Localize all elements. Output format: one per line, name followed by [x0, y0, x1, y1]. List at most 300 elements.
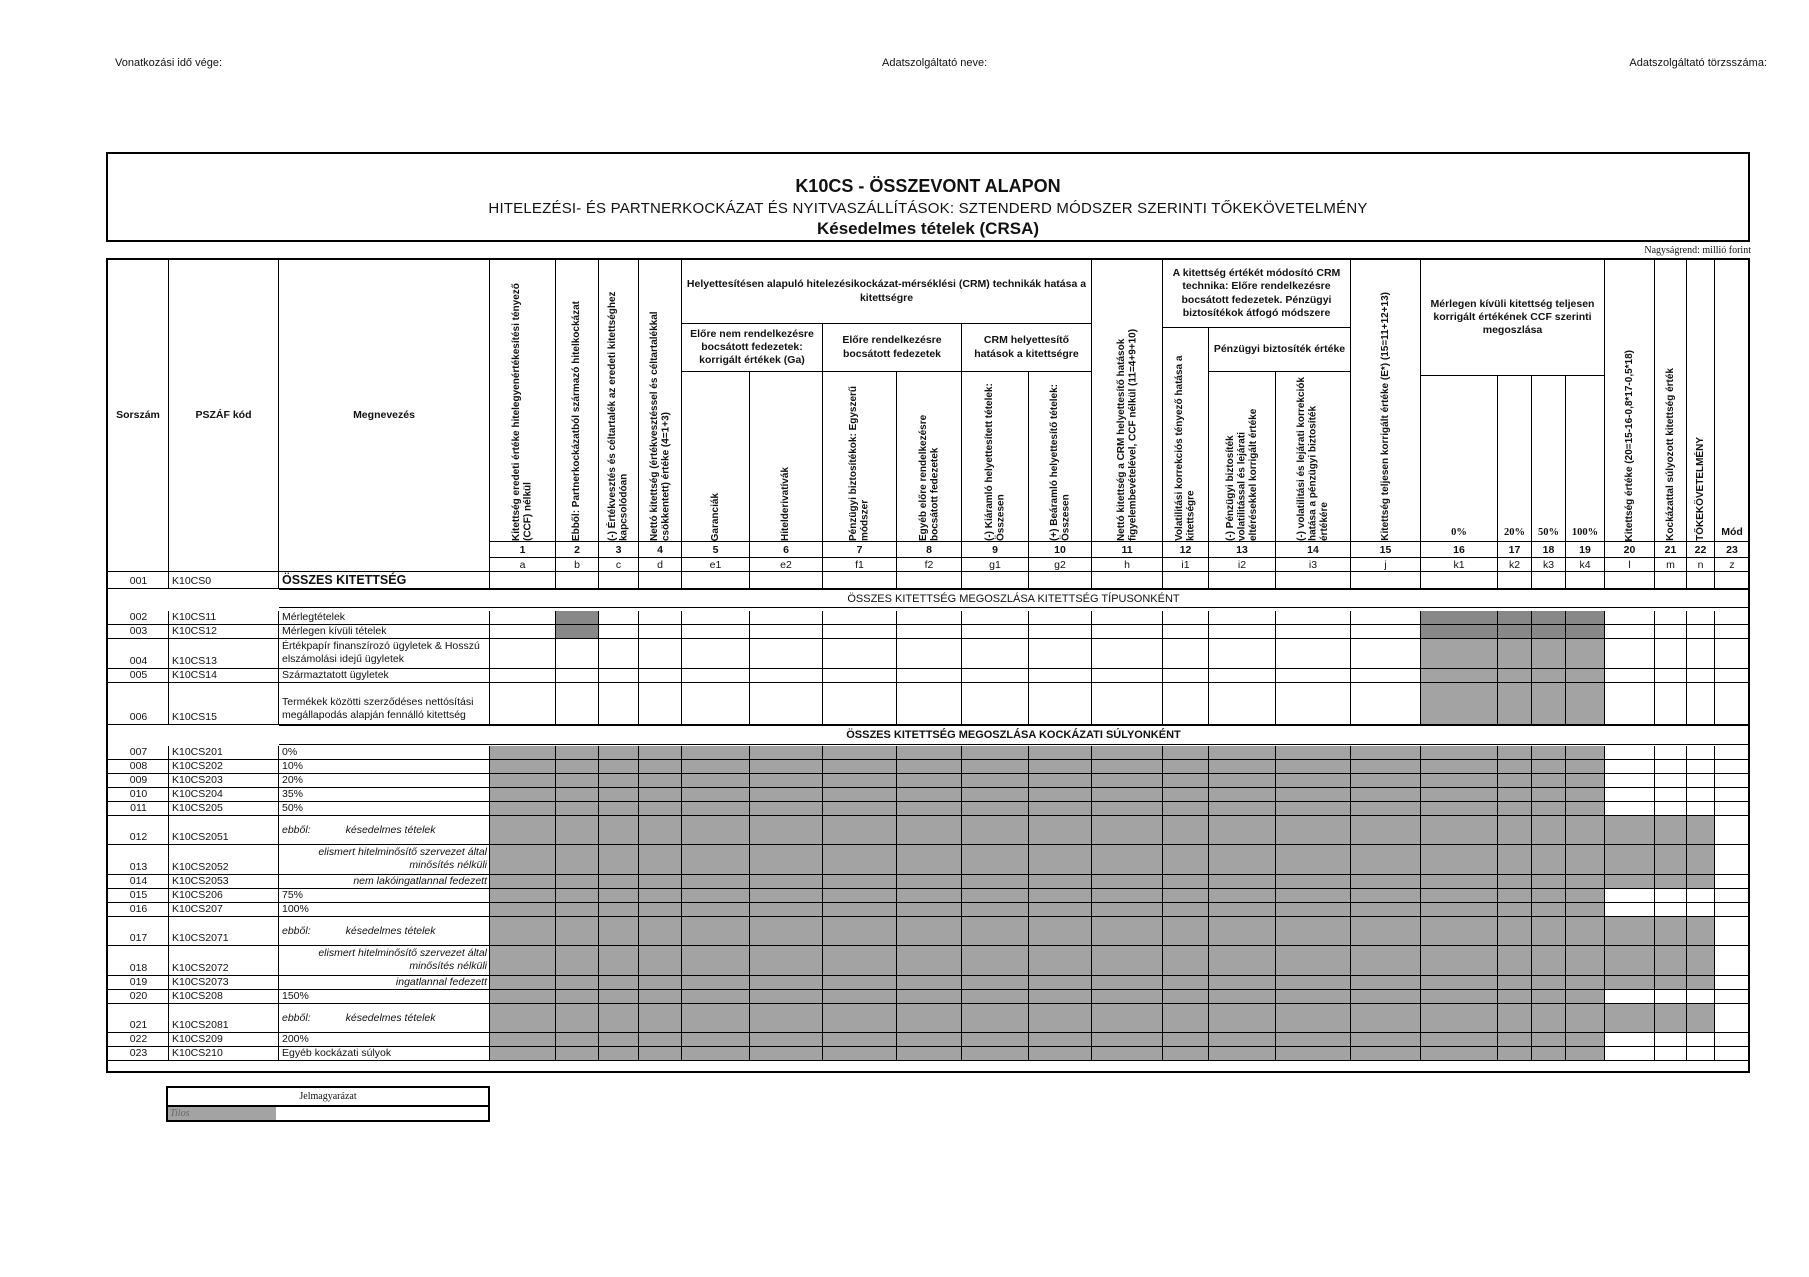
- row-code: K10CS2052: [169, 845, 279, 875]
- data-cell: [1532, 760, 1566, 774]
- data-cell: [1715, 625, 1750, 639]
- data-cell: [1655, 683, 1687, 725]
- row-name: 100%: [279, 903, 490, 917]
- row-name: 200%: [279, 1033, 490, 1047]
- data-cell: [1655, 746, 1687, 760]
- data-cell: [1715, 683, 1750, 725]
- row-number: 020: [108, 990, 169, 1004]
- data-cell: [1029, 816, 1092, 845]
- data-cell: [490, 788, 556, 802]
- data-cell: [599, 625, 639, 639]
- data-cell: [1421, 788, 1498, 802]
- row-name: 35%: [279, 788, 490, 802]
- data-cell: [1351, 917, 1421, 946]
- data-cell: [1715, 976, 1750, 990]
- data-cell: [1276, 976, 1351, 990]
- row-code: K10CS2073: [169, 976, 279, 990]
- data-cell: [1498, 639, 1532, 669]
- data-cell: [750, 746, 823, 760]
- data-cell: [599, 1047, 639, 1061]
- data-cell: [897, 976, 962, 990]
- data-cell: [599, 572, 639, 589]
- col-number: 16: [1421, 542, 1498, 558]
- col-number: 12: [1163, 542, 1209, 558]
- col-number: 17: [1498, 542, 1532, 558]
- data-cell: [599, 889, 639, 903]
- data-cell: [639, 917, 682, 946]
- data-cell: [962, 1004, 1029, 1033]
- data-cell: [1715, 1033, 1750, 1047]
- data-cell: [639, 746, 682, 760]
- data-cell: [897, 875, 962, 889]
- data-cell: [1276, 1004, 1351, 1033]
- data-cell: [1715, 875, 1750, 889]
- data-cell: [1421, 1047, 1498, 1061]
- col-letter: n: [1687, 558, 1715, 572]
- data-cell: [897, 625, 962, 639]
- data-cell: [1163, 917, 1209, 946]
- data-cell: [1605, 611, 1655, 625]
- data-cell: [1276, 990, 1351, 1004]
- data-cell: [1092, 875, 1163, 889]
- data-cell: [823, 669, 897, 683]
- data-cell: [897, 889, 962, 903]
- data-cell: [1715, 1047, 1750, 1061]
- data-cell: [556, 1033, 599, 1047]
- data-cell: [490, 669, 556, 683]
- header-col-16: 0%: [1421, 376, 1498, 542]
- col-letter: c: [599, 558, 639, 572]
- data-cell: [823, 802, 897, 816]
- data-cell: [897, 845, 962, 875]
- data-cell: [1498, 572, 1532, 589]
- data-cell: [962, 917, 1029, 946]
- data-cell: [599, 1004, 639, 1033]
- data-cell: [1655, 946, 1687, 976]
- header-col-12-text: Volatilitási korrekciós tényező hatása a kitettségre: [1174, 355, 1197, 541]
- data-cell: [1566, 572, 1605, 589]
- data-cell: [1351, 788, 1421, 802]
- data-cell: [1605, 572, 1655, 589]
- data-cell: [1029, 976, 1092, 990]
- row-name: 150%: [279, 990, 490, 1004]
- data-cell: [1532, 788, 1566, 802]
- header-col-11-text: Nettó kitettség a CRM helyettesítő hatások figyelembevételével, CCF nélkül (11=4+9+10): [1115, 328, 1138, 541]
- data-cell: [1566, 976, 1605, 990]
- data-cell: [897, 990, 962, 1004]
- data-cell: [1351, 875, 1421, 889]
- data-cell: [1687, 774, 1715, 788]
- data-cell: [490, 1004, 556, 1033]
- data-cell: [1421, 625, 1498, 639]
- section-banner-by-risk-weight: ÖSSZES KITETTSÉG MEGOSZLÁSA KOCKÁZATI SÚLYONKÉNT: [279, 725, 1748, 745]
- data-cell: [1421, 802, 1498, 816]
- data-cell: [490, 1047, 556, 1061]
- data-cell: [1655, 611, 1687, 625]
- data-cell: [1276, 845, 1351, 875]
- data-cell: [1566, 816, 1605, 845]
- data-cell: [1092, 760, 1163, 774]
- data-cell: [1421, 760, 1498, 774]
- data-cell: [1605, 760, 1655, 774]
- data-cell: [1421, 917, 1498, 946]
- data-cell: [1687, 990, 1715, 1004]
- data-cell: [750, 669, 823, 683]
- header-crm-sub-substitution: CRM helyettesítő hatások a kitettségre: [962, 324, 1092, 372]
- data-cell: [897, 917, 962, 946]
- data-cell: [1532, 990, 1566, 1004]
- data-cell: [1498, 802, 1532, 816]
- header-col-14: [1276, 372, 1351, 542]
- header-col-7-text: Pénzügyi biztosítékok: Egyszerű módszer: [848, 385, 871, 541]
- data-cell: [1498, 976, 1532, 990]
- data-cell: [1351, 903, 1421, 917]
- col-number: 22: [1687, 542, 1715, 558]
- data-cell: [1209, 946, 1276, 976]
- data-cell: [599, 611, 639, 625]
- row-number: 007: [108, 746, 169, 760]
- data-cell: [639, 788, 682, 802]
- data-cell: [556, 639, 599, 669]
- data-cell: [1163, 976, 1209, 990]
- data-cell: [556, 760, 599, 774]
- data-cell: [1421, 816, 1498, 845]
- data-cell: [599, 845, 639, 875]
- data-cell: [1163, 1004, 1209, 1033]
- data-cell: [823, 1033, 897, 1047]
- row-number: 001: [108, 572, 169, 589]
- data-cell: [1276, 774, 1351, 788]
- data-cell: [1687, 889, 1715, 903]
- data-cell: [1421, 611, 1498, 625]
- col-number: 8: [897, 542, 962, 558]
- data-cell: [490, 572, 556, 589]
- row-number: 014: [108, 875, 169, 889]
- data-cell: [1209, 625, 1276, 639]
- data-cell: [962, 816, 1029, 845]
- data-cell: [1605, 774, 1655, 788]
- data-cell: [897, 1047, 962, 1061]
- data-cell: [1655, 990, 1687, 1004]
- data-cell: [1421, 875, 1498, 889]
- data-cell: [962, 946, 1029, 976]
- data-cell: [962, 639, 1029, 669]
- data-cell: [1421, 1004, 1498, 1033]
- data-cell: [639, 760, 682, 774]
- data-cell: [897, 683, 962, 725]
- data-cell: [1029, 802, 1092, 816]
- data-cell: [1163, 611, 1209, 625]
- data-cell: [1351, 1047, 1421, 1061]
- data-cell: [1029, 1033, 1092, 1047]
- data-cell: [1715, 802, 1750, 816]
- data-cell: [823, 1004, 897, 1033]
- row-number: 012: [108, 816, 169, 845]
- header-megnevezes: Megnevezés: [279, 260, 490, 572]
- data-cell: [1605, 625, 1655, 639]
- data-cell: [1351, 816, 1421, 845]
- data-cell: [1209, 990, 1276, 1004]
- data-cell: [1566, 611, 1605, 625]
- data-cell: [682, 917, 750, 946]
- data-cell: [897, 746, 962, 760]
- data-cell: [1163, 625, 1209, 639]
- col-letter: b: [556, 558, 599, 572]
- data-cell: [556, 802, 599, 816]
- data-cell: [1532, 889, 1566, 903]
- data-cell: [1209, 788, 1276, 802]
- data-cell: [1498, 845, 1532, 875]
- data-cell: [1498, 611, 1532, 625]
- data-cell: [1605, 683, 1655, 725]
- data-cell: [1163, 774, 1209, 788]
- col-number: 3: [599, 542, 639, 558]
- row-code: K10CS12: [169, 625, 279, 639]
- data-cell: [599, 946, 639, 976]
- data-cell: [1276, 903, 1351, 917]
- header-col-3-text: (-) Értékvesztés és céltartalék az eredeti kitettséghez kapcsolódóan: [607, 291, 630, 541]
- data-cell: [1276, 816, 1351, 845]
- row-number: 011: [108, 802, 169, 816]
- row-code: K10CS205: [169, 802, 279, 816]
- col-letter: f1: [823, 558, 897, 572]
- form-section-title: Késedelmes tételek (CRSA): [816, 219, 1040, 238]
- data-cell: [1029, 875, 1092, 889]
- data-cell: [556, 572, 599, 589]
- data-cell: [1532, 1004, 1566, 1033]
- header-crm-sub-ga: Előre nem rendelkezésre bocsátott fedezetek: korrigált értékek (Ga): [682, 324, 823, 372]
- data-cell: [1209, 572, 1276, 589]
- data-cell: [1421, 990, 1498, 1004]
- row-code: K10CS206: [169, 889, 279, 903]
- header-col-22: [1687, 260, 1715, 542]
- data-cell: [897, 788, 962, 802]
- data-cell: [490, 903, 556, 917]
- data-cell: [1715, 611, 1750, 625]
- data-cell: [1566, 1033, 1605, 1047]
- row-code: K10CS210: [169, 1047, 279, 1061]
- data-cell: [1163, 990, 1209, 1004]
- row-name: Termékek közötti szerződéses nettósítási megállapodás alapján fennálló kitettség: [279, 683, 490, 725]
- data-cell: [1566, 946, 1605, 976]
- data-cell: [1092, 572, 1163, 589]
- data-cell: [490, 1033, 556, 1047]
- data-cell: [490, 816, 556, 845]
- header-col-6-text: Hitelderivatívák: [780, 467, 792, 541]
- data-cell: [1715, 639, 1750, 669]
- data-cell: [1532, 845, 1566, 875]
- data-cell: [962, 903, 1029, 917]
- data-cell: [1655, 669, 1687, 683]
- data-cell: [1092, 625, 1163, 639]
- data-cell: [1029, 917, 1092, 946]
- data-cell: [1655, 903, 1687, 917]
- data-cell: [1715, 816, 1750, 845]
- data-cell: [1655, 1004, 1687, 1033]
- data-cell: [1715, 1004, 1750, 1033]
- data-cell: [1276, 917, 1351, 946]
- data-cell: [750, 1047, 823, 1061]
- row-code: K10CS2051: [169, 816, 279, 845]
- data-cell: [682, 976, 750, 990]
- row-name: Egyéb kockázati súlyok: [279, 1047, 490, 1061]
- data-cell: [1421, 845, 1498, 875]
- data-cell: [556, 774, 599, 788]
- data-cell: [1715, 917, 1750, 946]
- data-cell: [1687, 816, 1715, 845]
- data-cell: [823, 774, 897, 788]
- col-number: 20: [1605, 542, 1655, 558]
- data-cell: [490, 889, 556, 903]
- data-cell: [1209, 903, 1276, 917]
- legend: [166, 1086, 490, 1122]
- data-cell: [1605, 669, 1655, 683]
- data-cell: [1163, 802, 1209, 816]
- data-cell: [682, 639, 750, 669]
- header-col-19: 100%: [1566, 376, 1605, 542]
- row-code: K10CS209: [169, 1033, 279, 1047]
- data-cell: [750, 917, 823, 946]
- col-letter: f2: [897, 558, 962, 572]
- col-letter: l: [1605, 558, 1655, 572]
- data-cell: [1351, 889, 1421, 903]
- data-cell: [1715, 774, 1750, 788]
- data-cell: [1532, 816, 1566, 845]
- col-number: 9: [962, 542, 1029, 558]
- form-title-box: [106, 152, 1750, 242]
- row-name: ebből: késedelmes tételek: [279, 816, 490, 845]
- row-name: ingatlannal fedezett: [279, 976, 490, 990]
- data-cell: [1532, 683, 1566, 725]
- data-cell: [639, 990, 682, 1004]
- data-cell: [1092, 917, 1163, 946]
- data-cell: [682, 611, 750, 625]
- data-cell: [750, 875, 823, 889]
- header-col-3: [599, 260, 639, 542]
- row-name: Mérlegen kívüli tételek: [279, 625, 490, 639]
- data-cell: [639, 889, 682, 903]
- col-number: 13: [1209, 542, 1276, 558]
- data-cell: [1605, 889, 1655, 903]
- data-cell: [1092, 1047, 1163, 1061]
- data-cell: [1029, 683, 1092, 725]
- data-cell: [1532, 976, 1566, 990]
- data-cell: [639, 875, 682, 889]
- data-cell: [1605, 903, 1655, 917]
- header-col-1-text: Kitettség eredeti értéke hitelegyenértékesítési tényező (CCF) nélkül: [511, 283, 534, 541]
- row-name: 0%: [279, 746, 490, 760]
- data-cell: [1092, 788, 1163, 802]
- row-code: K10CS207: [169, 903, 279, 917]
- data-cell: [823, 976, 897, 990]
- data-cell: [897, 946, 962, 976]
- data-cell: [1209, 845, 1276, 875]
- data-cell: [490, 990, 556, 1004]
- data-cell: [823, 625, 897, 639]
- header-col-4-text: Nettó kitettség (értékvesztéssel és céltartalékkal csökkentett) értéke (4=1+3): [648, 311, 671, 541]
- data-cell: [750, 976, 823, 990]
- data-cell: [1605, 875, 1655, 889]
- data-cell: [1566, 889, 1605, 903]
- data-cell: [1421, 946, 1498, 976]
- data-cell: [1029, 774, 1092, 788]
- data-cell: [1687, 802, 1715, 816]
- header-col-7: [823, 372, 897, 542]
- data-cell: [1029, 639, 1092, 669]
- data-cell: [1276, 572, 1351, 589]
- data-cell: [1209, 746, 1276, 760]
- row-number: 009: [108, 774, 169, 788]
- col-number: 7: [823, 542, 897, 558]
- col-letter: e1: [682, 558, 750, 572]
- data-cell: [556, 611, 599, 625]
- data-cell: [1655, 845, 1687, 875]
- col-number: 11: [1092, 542, 1163, 558]
- data-cell: [1655, 774, 1687, 788]
- data-cell: [556, 875, 599, 889]
- data-cell: [639, 1047, 682, 1061]
- data-cell: [1276, 802, 1351, 816]
- data-cell: [1209, 1033, 1276, 1047]
- data-cell: [1029, 760, 1092, 774]
- data-cell: [490, 625, 556, 639]
- data-cell: [1209, 889, 1276, 903]
- data-cell: [1532, 875, 1566, 889]
- data-cell: [1655, 572, 1687, 589]
- data-cell: [962, 611, 1029, 625]
- data-cell: [1715, 889, 1750, 903]
- data-cell: [1209, 976, 1276, 990]
- data-cell: [1276, 1033, 1351, 1047]
- header-col-12: [1163, 328, 1209, 542]
- data-cell: [1687, 875, 1715, 889]
- data-cell: [682, 1033, 750, 1047]
- data-cell: [1163, 1033, 1209, 1047]
- data-cell: [556, 889, 599, 903]
- data-cell: [897, 774, 962, 788]
- data-cell: [1092, 669, 1163, 683]
- header-col-8: [897, 372, 962, 542]
- data-cell: [1687, 611, 1715, 625]
- data-cell: [1029, 990, 1092, 1004]
- data-cell: [1498, 625, 1532, 639]
- data-cell: [897, 1004, 962, 1033]
- header-col-4: [639, 260, 682, 542]
- data-cell: [1566, 683, 1605, 725]
- data-cell: [1498, 683, 1532, 725]
- header-col-10: [1029, 372, 1092, 542]
- data-cell: [1655, 875, 1687, 889]
- data-cell: [1655, 802, 1687, 816]
- data-cell: [750, 816, 823, 845]
- data-cell: [490, 760, 556, 774]
- data-cell: [1605, 788, 1655, 802]
- data-cell: [897, 669, 962, 683]
- data-cell: [1605, 1004, 1655, 1033]
- row-code: K10CS11: [169, 611, 279, 625]
- data-cell: [1351, 625, 1421, 639]
- data-cell: [639, 903, 682, 917]
- data-cell: [1276, 788, 1351, 802]
- row-number: 023: [108, 1047, 169, 1061]
- data-cell: [823, 845, 897, 875]
- data-cell: [1605, 1033, 1655, 1047]
- data-cell: [556, 669, 599, 683]
- data-cell: [639, 1004, 682, 1033]
- data-cell: [639, 572, 682, 589]
- data-cell: [639, 625, 682, 639]
- data-cell: [1687, 683, 1715, 725]
